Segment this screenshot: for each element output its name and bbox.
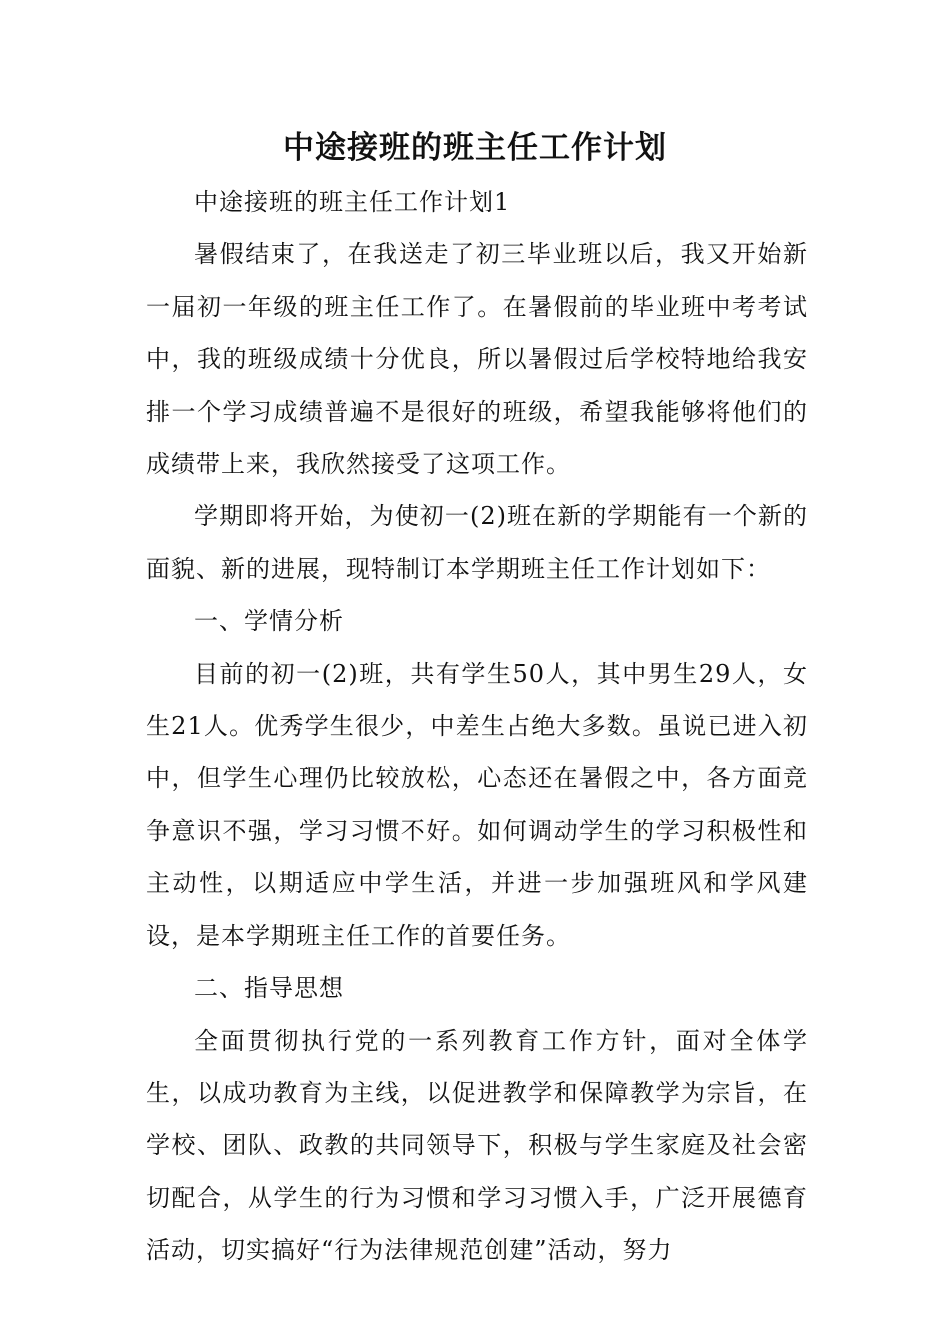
guidance-paragraph: 全面贯彻执行党的一系列教育工作方针，面对全体学生，以成功教育为主线，以促进教学和保障教学为宗旨，在学校、团队、政教的共同领导下，积极与学生家庭及社会密切配合，从学生的行为习惯和学习习惯入手，广泛开展德育活动，切实搞好“行为法律规范创建”活动，努力 xyxy=(146,1026,808,1265)
document-title: 中途接班的班主任工作计划 xyxy=(283,130,667,166)
section-heading-guidance: 二、指导思想 xyxy=(194,974,344,1003)
plan-intro-paragraph: 学期即将开始，为使初一(2)班在新的学期能有一个新的面貌、新的进展，现特制订本学期班主任工作计划如下： xyxy=(146,502,808,583)
intro-paragraph: 暑假结束了，在我送走了初三毕业班以后，我又开始新一届初一年级的班主任工作了。在暑假前的毕业班中考考试中，我的班级成绩十分优良，所以暑假过后学校特地给我安排一个学习成绩普遍不是很好的班级，希望我能够将他们的成绩带上来，我欣然接受了这项工作。 xyxy=(146,240,808,479)
analysis-paragraph: 目前的初一(2)班，共有学生50人，其中男生29人，女生21人。优秀学生很少，中差生占绝大多数。虽说已进入初中，但学生心理仍比较放松，心态还在暑假之中，各方面竞争意识不强，学习习惯不好。如何调动学生的学习积极性和主动性，以期适应中学生活，并进一步加强班风和学风建设，是本学期班主任工作的首要任务。 xyxy=(146,659,808,950)
document-body xyxy=(146,176,808,1277)
subtitle-paragraph: 中途接班的班主任工作计划1 xyxy=(194,188,511,216)
section-heading-analysis: 一、学情分析 xyxy=(194,607,344,636)
